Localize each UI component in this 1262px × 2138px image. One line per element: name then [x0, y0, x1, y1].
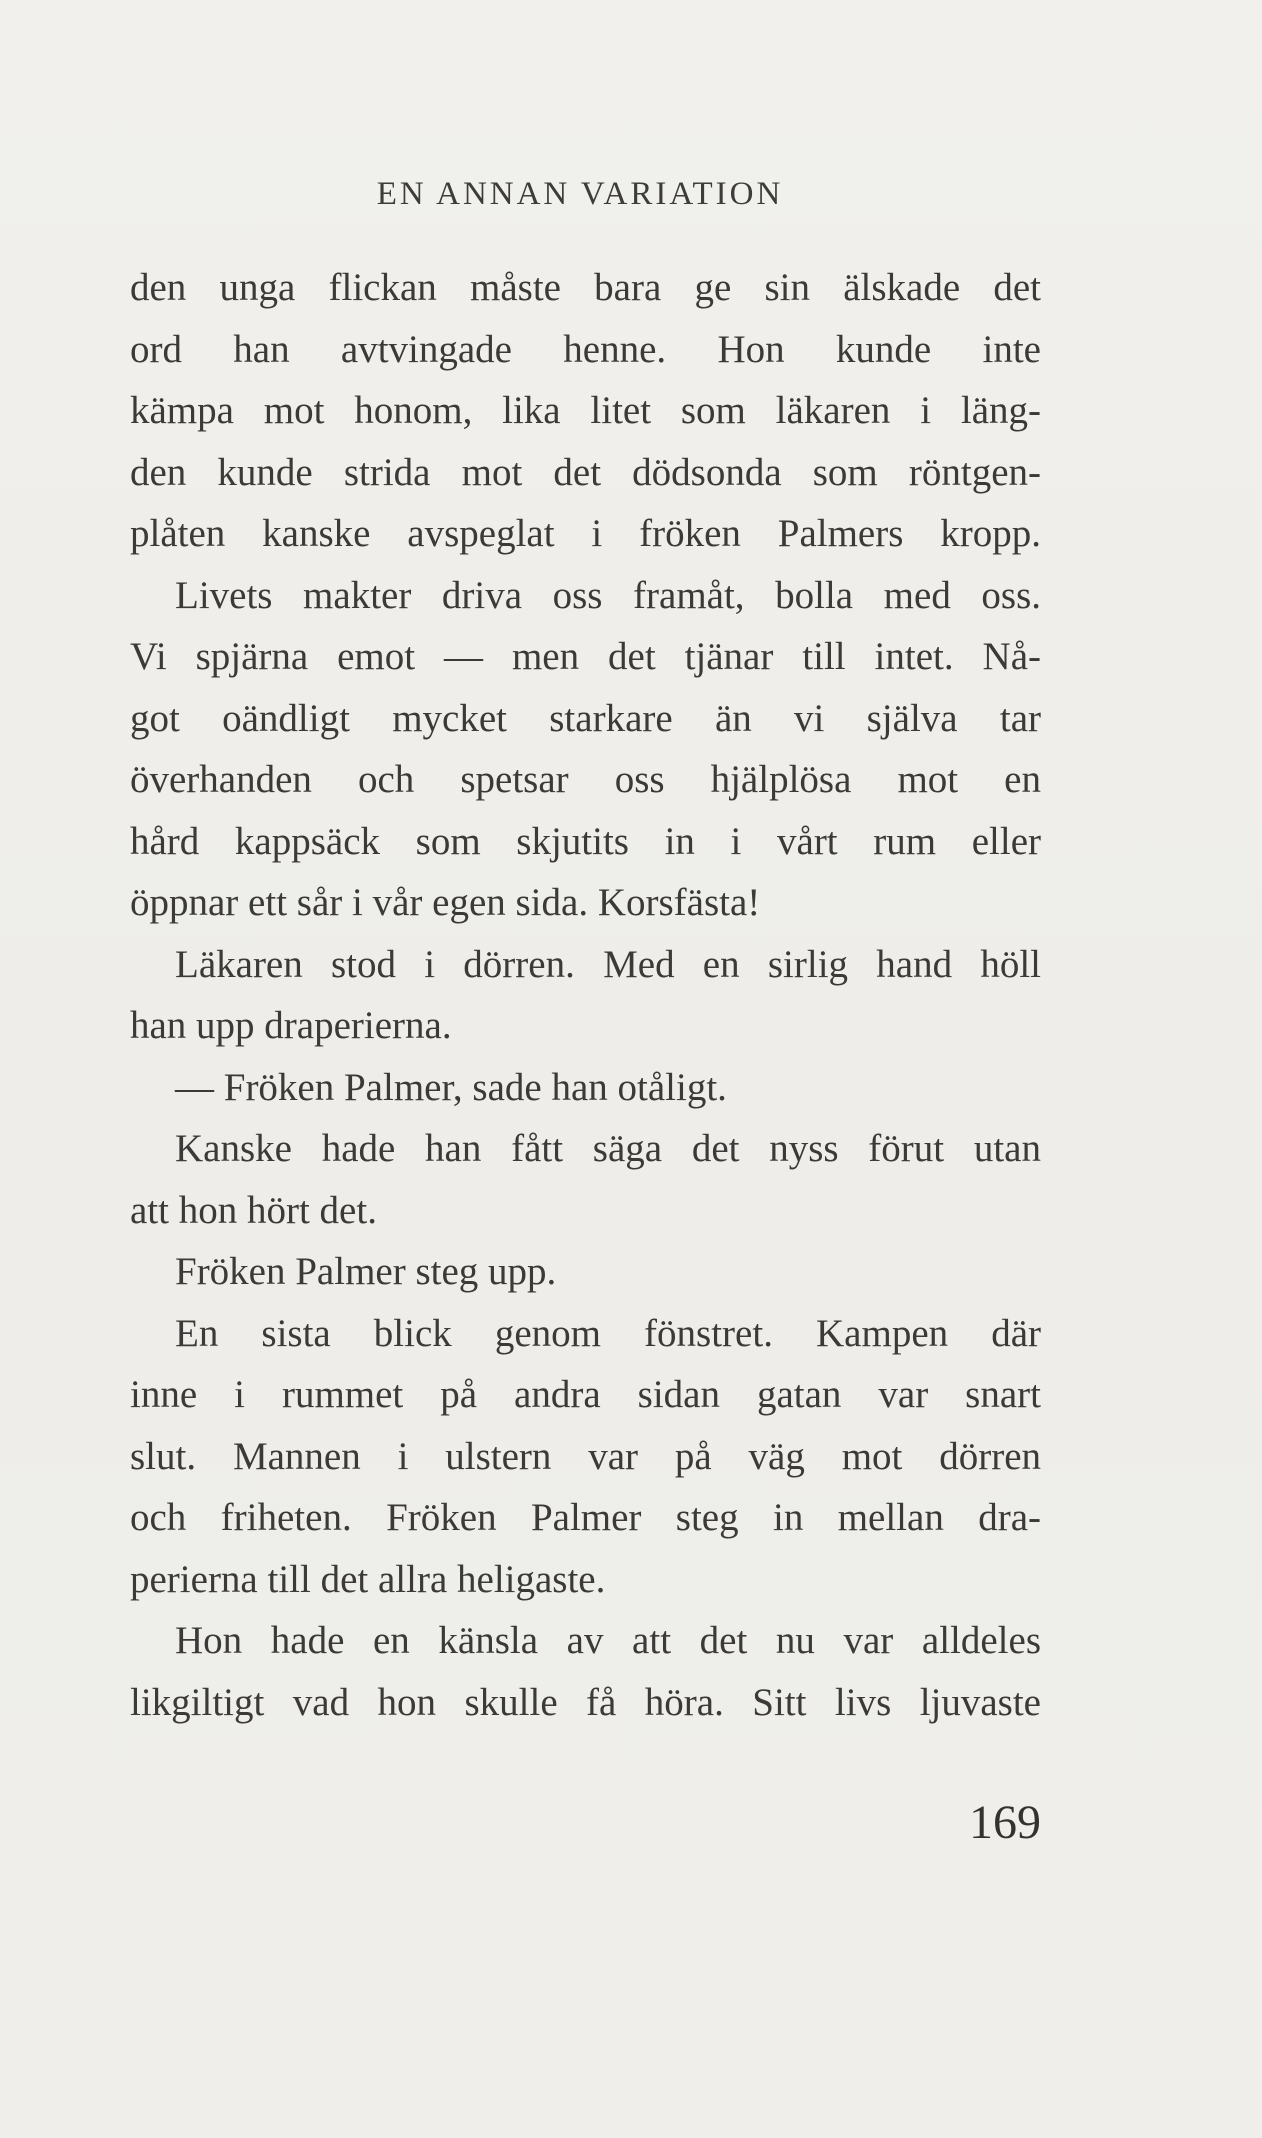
text-line: got oändligt mycket starkare än vi själva tar: [130, 697, 1041, 740]
text-line: Livets makter driva oss framåt, bolla med oss.: [175, 574, 1041, 617]
text-line: och friheten. Fröken Palmer steg in mellan dra-: [130, 1496, 1041, 1539]
text-line: överhanden och spetsar oss hjälplösa mot en: [130, 758, 1041, 801]
text-line: hård kappsäck som skjutits in i vårt rum eller: [130, 820, 1041, 863]
text-line: perierna till det allra heligaste.: [130, 1558, 606, 1601]
running-head: EN ANNAN VARIATION: [376, 176, 784, 212]
text-line: — Fröken Palmer, sade han otåligt.: [175, 1066, 727, 1109]
text-line: Kanske hade han fått säga det nyss förut utan: [175, 1127, 1041, 1170]
text-line: plåten kanske avspeglat i fröken Palmers kropp.: [130, 512, 1041, 555]
text-line: kämpa mot honom, lika litet som läkaren i läng-: [130, 389, 1041, 432]
text-line: att hon hört det.: [130, 1189, 377, 1232]
text-line: En sista blick genom fönstret. Kampen där: [175, 1312, 1041, 1355]
text-line: den kunde strida mot det dödsonda som röntgen-: [130, 451, 1041, 494]
text-line: han upp draperierna.: [130, 1004, 452, 1047]
text-line: ord han avtvingade henne. Hon kunde inte: [130, 328, 1041, 371]
text-line: Fröken Palmer steg upp.: [175, 1250, 557, 1293]
text-line: likgiltigt vad hon skulle få höra. Sitt livs ljuvaste: [130, 1681, 1041, 1724]
text-line: öppnar ett sår i vår egen sida. Korsfästa!: [130, 881, 761, 924]
text-line: Vi spjärna emot — men det tjänar till intet. Nå-: [130, 635, 1041, 678]
text-line: inne i rummet på andra sidan gatan var snart: [130, 1373, 1041, 1416]
text-line: den unga flickan måste bara ge sin älskade det: [130, 266, 1041, 309]
text-line: Läkaren stod i dörren. Med en sirlig hand höll: [175, 943, 1041, 986]
text-line: slut. Mannen i ulstern var på väg mot dörren: [130, 1435, 1041, 1478]
text-line: Hon hade en känsla av att det nu var alldeles: [175, 1619, 1041, 1662]
page-number: 169: [969, 1796, 1041, 1849]
